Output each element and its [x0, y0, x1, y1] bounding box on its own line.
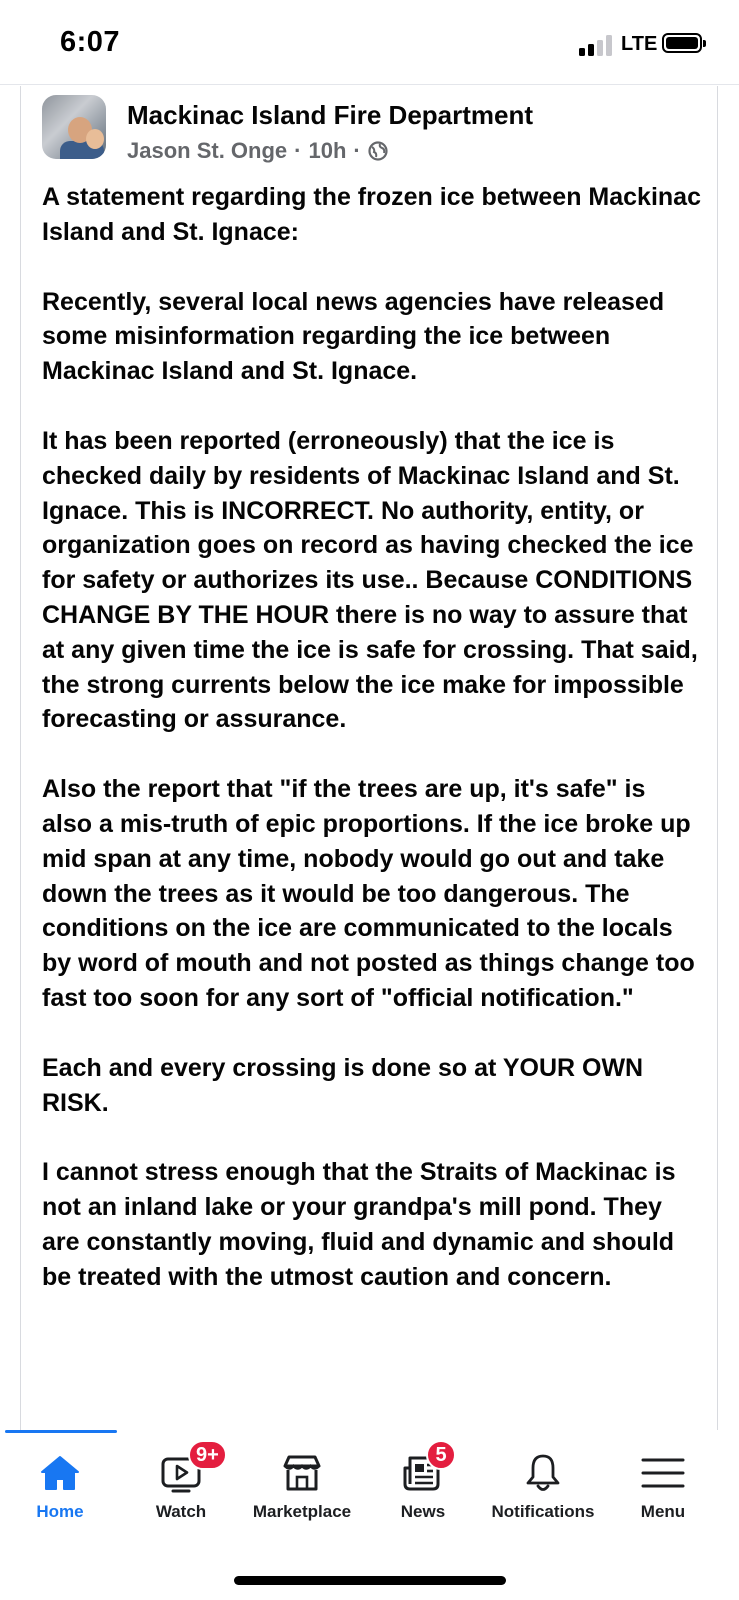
- home-icon: [37, 1450, 83, 1496]
- nav-label: Marketplace: [252, 1502, 352, 1521]
- nav-label: Notifications: [491, 1502, 595, 1521]
- nav-notifications[interactable]: [483, 1440, 603, 1530]
- nav-menu[interactable]: [603, 1440, 723, 1530]
- meta-separator: ·: [353, 138, 361, 163]
- nav-label: News: [400, 1502, 446, 1521]
- page-avatar[interactable]: [42, 95, 106, 159]
- nav-label: Watch: [155, 1502, 207, 1521]
- home-indicator[interactable]: [234, 1576, 506, 1585]
- post-paragraph: A statement regarding the frozen ice between Mackinac Island and St. Ignace:: [42, 183, 701, 246]
- header-divider: [0, 84, 739, 85]
- active-tab-indicator: [5, 1430, 117, 1433]
- nav-label: Menu: [640, 1502, 686, 1521]
- marketplace-icon: [279, 1450, 325, 1496]
- cellular-signal-icon: [579, 34, 615, 56]
- globe-icon[interactable]: [368, 141, 388, 161]
- nav-marketplace[interactable]: [242, 1440, 362, 1530]
- battery-icon: [662, 33, 702, 53]
- network-type: LTE: [621, 33, 658, 55]
- nav-watch[interactable]: [121, 1440, 241, 1530]
- menu-icon: [640, 1450, 686, 1496]
- status-time: 6:07: [60, 26, 121, 58]
- post-timestamp[interactable]: 10h: [308, 138, 347, 163]
- post-text: [42, 180, 702, 1330]
- nav-home[interactable]: [0, 1440, 120, 1530]
- post-paragraph: Recently, several local news agencies have released some misinformation regarding the ice between Mackinac Island and St. Ignace.: [42, 287, 665, 386]
- post-paragraph: Also the report that "if the trees are up, it's safe" is also a mis-truth of epic proportions. If the ice broke up mid span at any time, nobody would go out and take down the trees as it would be too dangerous. The conditions on the ice are communicated to the locals by word of mouth and not posted as things change too fast too soon for any sort of "official notification.": [42, 775, 695, 1012]
- status-bar: [0, 0, 739, 84]
- post-paragraph: I cannot stress enough that the Straits of Mackinac is not an inland lake or your grandpa's mill pond. They are constantly moving, fluid and dynamic and should be treated with the utmost caution and concern.: [42, 1158, 676, 1291]
- post-author[interactable]: Jason St. Onge: [127, 138, 288, 163]
- post-meta: [127, 138, 388, 164]
- news-badge: 5: [426, 1440, 456, 1470]
- page-name-link[interactable]: Mackinac Island Fire Department: [127, 100, 534, 130]
- post-paragraph: It has been reported (erroneously) that the ice is checked daily by residents of Mackinac Island and St. Ignace. This is INCORRECT. No authority, entity, or organization goes on record as having checked the ice for safety or authorizes its use.. Because CONDITIONS CHANGE BY THE HOUR there is no way to assure that at any given time the ice is safe for crossing. That said, the strong currents below the ice make for impossible forecasting or assurance.: [42, 426, 698, 734]
- nav-news[interactable]: [363, 1440, 483, 1530]
- post-paragraph: Each and every crossing is done so at YOUR OWN RISK.: [42, 1053, 644, 1117]
- nav-label: Home: [36, 1502, 84, 1521]
- watch-badge: 9+: [188, 1440, 227, 1470]
- bell-icon: [520, 1450, 566, 1496]
- meta-separator: ·: [294, 138, 302, 163]
